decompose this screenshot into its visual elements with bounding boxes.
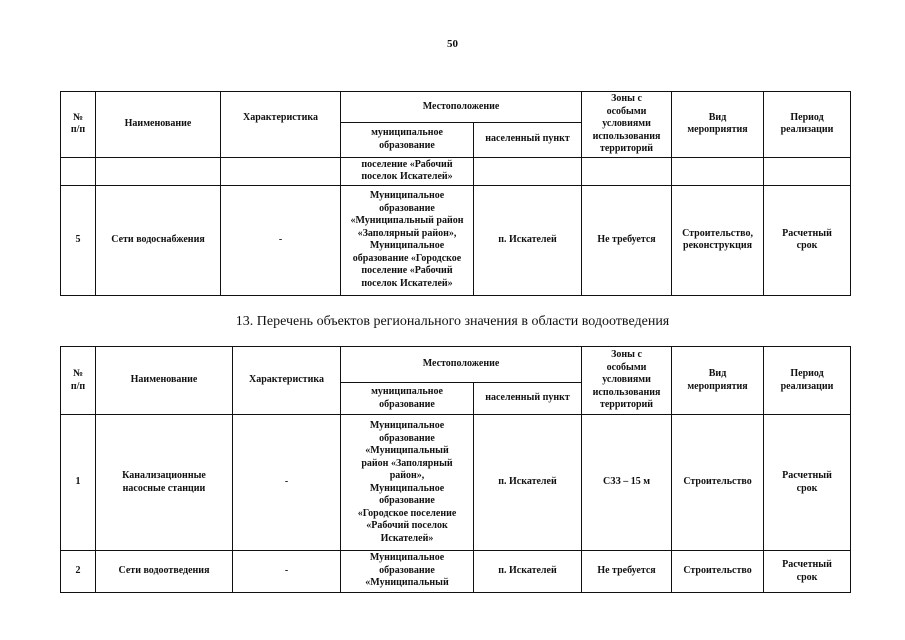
row-characteristic: - <box>221 185 341 295</box>
header-name: Наименование <box>96 347 233 415</box>
row-no: 1 <box>61 415 96 551</box>
row-zones: СЗЗ – 15 м <box>582 415 672 551</box>
header-name: Наименование <box>96 92 221 158</box>
header-characteristic: Характеристика <box>221 92 341 158</box>
table-row <box>61 551 851 593</box>
row-municipality: Муниципальное образование «Муниципальный район «Заполярный район», Муниципальное образование «Городское поселение «Рабочий поселок Искателей» <box>341 185 474 295</box>
row-settlement: п. Искателей <box>474 551 582 593</box>
header-municipality: муниципальное образование <box>341 122 474 157</box>
row-activity: Строительство, реконструкция <box>672 185 764 295</box>
header-period: Период реализации <box>764 347 851 415</box>
header-location: Местоположение <box>341 347 582 383</box>
header-location: Местоположение <box>341 92 582 123</box>
table-row <box>61 185 851 295</box>
header-characteristic: Характеристика <box>233 347 341 415</box>
page-number: 50 <box>447 38 458 50</box>
header-zones: Зоны с особыми условиями использования территорий <box>582 92 672 158</box>
wastewater-objects-table <box>60 346 851 593</box>
row-activity: Строительство <box>672 551 764 593</box>
header-municipality: муниципальное образование <box>341 383 474 415</box>
row-municipality: Муниципальное образование «Муниципальный <box>341 551 474 593</box>
row-name: Сети водоотведения <box>96 551 233 593</box>
header-activity: Вид мероприятия <box>672 92 764 158</box>
row-period: Расчетный срок <box>764 551 851 593</box>
row-zones: Не требуется <box>582 185 672 295</box>
header-activity: Вид мероприятия <box>672 347 764 415</box>
row-characteristic: - <box>233 415 341 551</box>
row-period: Расчетный срок <box>764 415 851 551</box>
header-settlement: населенный пункт <box>474 122 582 157</box>
table-row <box>61 415 851 551</box>
row-name: Канализационные насосные станции <box>96 415 233 551</box>
row-settlement: п. Искателей <box>474 415 582 551</box>
row-no: 5 <box>61 185 96 295</box>
row-settlement: п. Искателей <box>474 185 582 295</box>
header-settlement: населенный пункт <box>474 383 582 415</box>
row-no: 2 <box>61 551 96 593</box>
table-row-continuation <box>61 157 851 185</box>
row-period: Расчетный срок <box>764 185 851 295</box>
row-characteristic: - <box>233 551 341 593</box>
water-supply-objects-table <box>60 91 851 296</box>
row-zones: Не требуется <box>582 551 672 593</box>
section-heading: 13. Перечень объектов регионального значения в области водоотведения <box>235 314 670 329</box>
header-no: № п/п <box>61 347 96 415</box>
municipality-cell: поселение «Рабочий поселок Искателей» <box>341 157 474 185</box>
header-no: № п/п <box>61 92 96 158</box>
row-municipality: Муниципальное образование «Муниципальный район «Заполярный район», Муниципальное образование «Городское поселение «Рабочий поселок Искателей» <box>341 415 474 551</box>
header-period: Период реализации <box>764 92 851 158</box>
row-name: Сети водоснабжения <box>96 185 221 295</box>
row-activity: Строительство <box>672 415 764 551</box>
header-zones: Зоны с особыми условиями использования территорий <box>582 347 672 415</box>
